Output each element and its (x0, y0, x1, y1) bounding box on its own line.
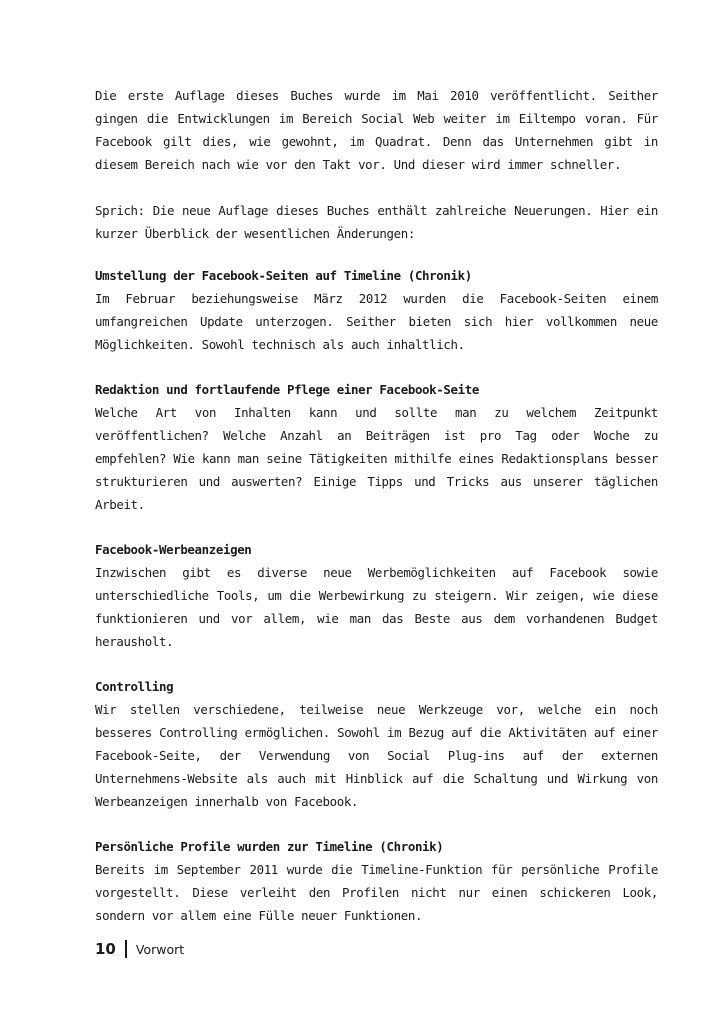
section-timeline-pages (95, 264, 658, 356)
page-content (95, 84, 658, 949)
section-ads (95, 538, 658, 653)
section-heading: Persönliche Profile wurden zur Timeline (Chronik) (95, 839, 444, 854)
section-heading: Facebook-Werbeanzeigen (95, 542, 252, 557)
page-footer (95, 940, 184, 958)
chapter-label: Vorwort (135, 941, 185, 957)
section-body: Wir stellen verschiedene, teilweise neue Werkzeuge vor, welche ein noch besseres Controlling ermöglichen. Sowohl im Bezug auf die Aktivitäten auf einer Facebook-Seite, der Verwendung von Social Plug-ins auf der externen Unternehmens-Website als auch mit Hinblick auf die Schaltung und Wirkung von Werbeanzeigen innerhalb von Facebook. (95, 702, 658, 809)
section-personal-profiles (95, 835, 658, 927)
section-body: Inzwischen gibt es diverse neue Werbemöglichkeiten auf Facebook sowie unterschiedliche Tools, um die Werbewirkung zu steigern. Wir zeigen, wie diese funktionieren und vor allem, wie man das Beste aus dem vorhandenen Budget herausholt. (95, 565, 658, 649)
intro-paragraph-1: Die erste Auflage dieses Buches wurde im Mai 2010 veröffentlicht. Seither gingen die Entwicklungen im Bereich Social Web weiter im Eiltempo voran. Für Facebook gilt dies, wie gewohnt, im Quadrat. Denn das Unternehmen gibt in diesem Bereich nach wie vor den Takt vor. Und dieser wird immer schneller. (95, 88, 658, 172)
section-heading: Redaktion und fortlaufende Pflege einer Facebook-Seite (95, 382, 479, 397)
section-body: Bereits im September 2011 wurde die Timeline-Funktion für persönliche Profile vorgestellt. Diese verleiht den Profilen nicht nur einen schickeren Look, sondern vor allem eine Fülle neuer Funktionen. (95, 862, 658, 923)
section-heading: Controlling (95, 679, 174, 694)
section-body: Welche Art von Inhalten kann und sollte man zu welchem Zeitpunkt veröffentlichen? Welche Anzahl an Beiträgen ist pro Tag oder Woche zu empfehlen? Wie kann man seine Tätigkeiten mithilfe eines Redaktionsplans besser strukturieren und auswerten? Einige Tipps und Tricks aus unserer täglichen Arbeit. (95, 405, 658, 512)
section-editorial (95, 378, 658, 516)
section-heading: Umstellung der Facebook-Seiten auf Timeline (Chronik) (95, 268, 472, 283)
page-number: 10 (95, 940, 116, 958)
section-controlling (95, 675, 658, 813)
section-body: Im Februar beziehungsweise März 2012 wurden die Facebook-Seiten einem umfangreichen Update unterzogen. Seither bieten sich hier vollkommen neue Möglichkeiten. Sowohl technisch als auch inhaltlich. (95, 291, 658, 352)
intro-paragraph-2: Sprich: Die neue Auflage dieses Buches enthält zahlreiche Neuerungen. Hier ein kurzer Überblick der wesentlichen Änderungen: (95, 203, 658, 241)
footer-divider (125, 940, 127, 958)
